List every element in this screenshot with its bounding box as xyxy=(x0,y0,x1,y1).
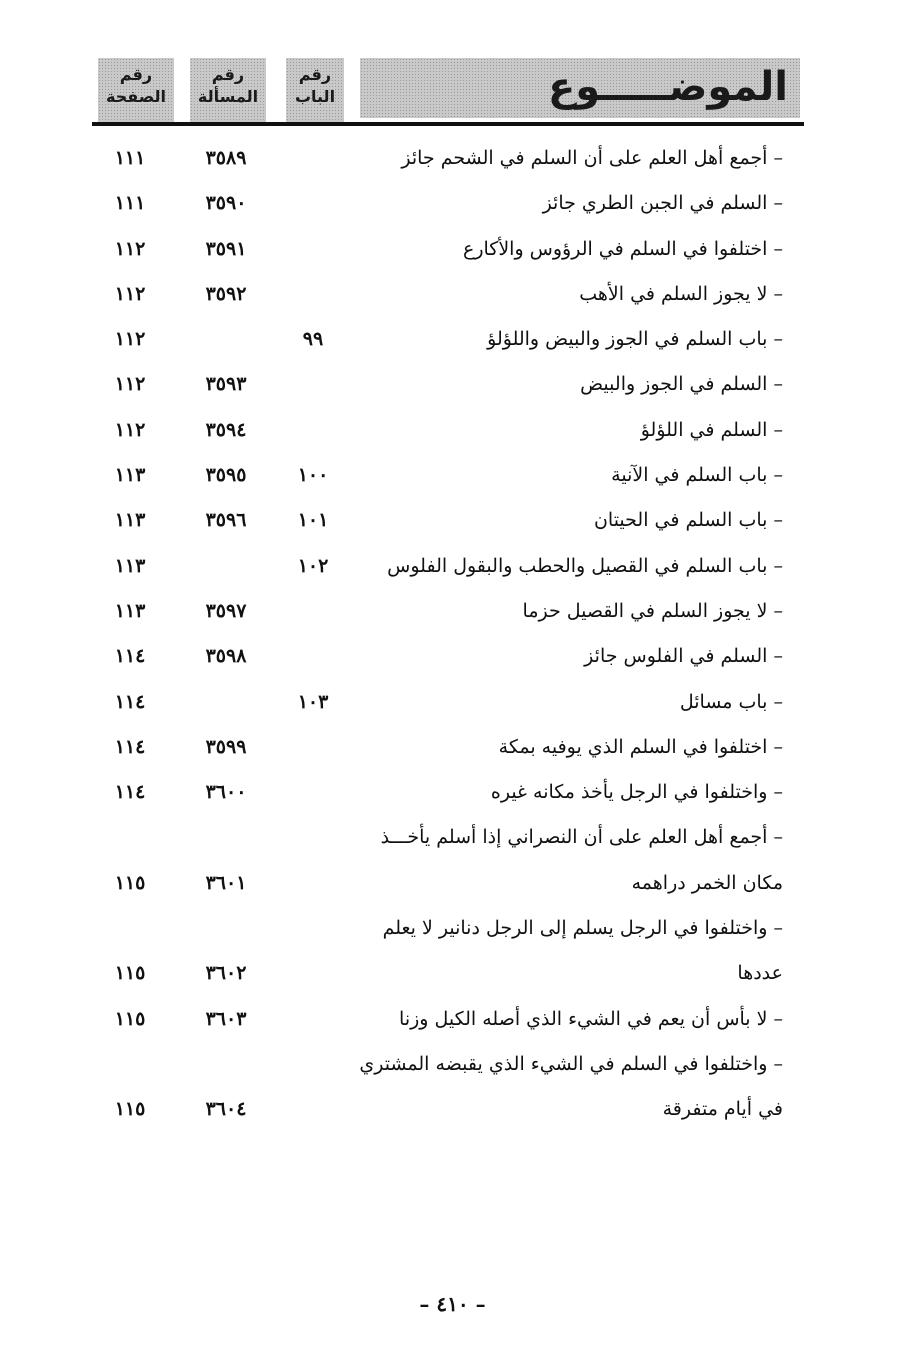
row-masala-number: ٣٦٠٣ xyxy=(205,1007,247,1030)
row-page-number: ١١٣ xyxy=(114,554,146,577)
row-masala-number: ٣٥٩٨ xyxy=(205,645,247,668)
row-page-number: ١١٤ xyxy=(114,690,146,713)
table-row xyxy=(0,817,905,862)
row-topic: – أجمع أهل العلم على أن النصراني إذا أسلم يأخـــذ xyxy=(380,826,783,849)
row-bab-number: ٩٩ xyxy=(302,328,324,351)
table-row xyxy=(0,1089,905,1134)
header-bab-number: رقم الباب xyxy=(286,58,344,124)
row-topic: – اختلفوا في السلم في الرؤوس والأكارع xyxy=(462,237,783,260)
row-masala-number: ٣٥٩٥ xyxy=(205,464,247,487)
table-row xyxy=(0,908,905,953)
row-masala-number: ٣٥٩٠ xyxy=(205,192,247,215)
row-page-number: ١١٢ xyxy=(114,373,146,396)
row-page-number: ١١٥ xyxy=(114,871,146,894)
table-row xyxy=(0,772,905,817)
table-row xyxy=(0,274,905,319)
table-row xyxy=(0,727,905,772)
row-topic: – باب مسائل xyxy=(679,690,783,713)
row-masala-number: ٣٥٩٢ xyxy=(205,282,247,305)
row-page-number: ١١٢ xyxy=(114,237,146,260)
header-masala-number: رقم المسألة xyxy=(190,58,266,124)
row-masala-number: ٣٦٠٢ xyxy=(205,962,247,985)
header-topic: الموضـــــوع xyxy=(360,58,800,118)
row-topic: – السلم في الفلوس جائز xyxy=(584,645,783,668)
row-masala-number: ٣٦٠٤ xyxy=(205,1098,247,1121)
row-masala-number: ٣٦٠١ xyxy=(205,871,247,894)
table-row xyxy=(0,1044,905,1089)
row-page-number: ١١١ xyxy=(114,147,146,169)
row-topic: – السلم في اللؤلؤ xyxy=(640,418,783,441)
table-row xyxy=(0,138,905,183)
table-row xyxy=(0,999,905,1044)
row-masala-number: ٣٥٩١ xyxy=(205,237,247,260)
row-bab-number: ١٠٣ xyxy=(297,690,329,713)
row-topic: – باب السلم في القصيل والحطب والبقول الفلوس xyxy=(387,554,783,577)
row-page-number: ١١٥ xyxy=(114,962,146,985)
row-topic: – لا بأس أن يعم في الشيء الذي أصله الكيل وزنا xyxy=(399,1007,783,1030)
row-topic: – أجمع أهل العلم على أن السلم في الشحم جائز xyxy=(401,147,783,169)
row-masala-number: ٣٥٨٩ xyxy=(205,147,247,169)
row-topic: – اختلفوا في السلم الذي يوفيه بمكة xyxy=(498,735,783,758)
row-masala-number: ٣٥٩٦ xyxy=(205,509,247,532)
row-topic: – باب السلم في الجوز والبيض واللؤلؤ xyxy=(487,328,783,351)
row-topic: مكان الخمر دراهمه xyxy=(631,871,783,894)
row-masala-number: ٣٦٠٠ xyxy=(205,781,247,804)
table-row xyxy=(0,183,905,228)
row-page-number: ١١٥ xyxy=(114,1007,146,1030)
table-row xyxy=(0,636,905,681)
row-page-number: ١١٤ xyxy=(114,645,146,668)
row-topic: في أيام متفرقة xyxy=(662,1098,783,1121)
table-row xyxy=(0,500,905,545)
row-topic: – واختلفوا في الرجل يأخذ مكانه غيره xyxy=(490,781,783,804)
row-topic: – باب السلم في الحيتان xyxy=(593,509,783,532)
row-page-number: ١١٤ xyxy=(114,735,146,758)
header-page-number: رقم الصفحة xyxy=(98,58,174,124)
table-row xyxy=(0,410,905,455)
row-topic: – لا يجوز السلم في الأهب xyxy=(579,282,783,305)
row-masala-number: ٣٥٩٤ xyxy=(205,418,247,441)
table-row xyxy=(0,229,905,274)
table-row xyxy=(0,455,905,500)
row-page-number: ١١٣ xyxy=(114,509,146,532)
table-row xyxy=(0,682,905,727)
row-page-number: ١١٢ xyxy=(114,282,146,305)
row-topic: – السلم في الجبن الطري جائز xyxy=(542,192,783,215)
table-row xyxy=(0,546,905,591)
row-page-number: ١١٢ xyxy=(114,328,146,351)
row-topic: عددها xyxy=(737,962,783,985)
row-masala-number: ٣٥٩٧ xyxy=(205,599,247,622)
row-masala-number: ٣٥٩٩ xyxy=(205,735,247,758)
row-page-number: ١١٥ xyxy=(114,1098,146,1121)
row-topic: – باب السلم في الآنية xyxy=(611,464,783,487)
row-page-number: ١١٣ xyxy=(114,599,146,622)
row-page-number: ١١١ xyxy=(114,192,146,215)
index-table xyxy=(0,138,905,1135)
row-topic: – لا يجوز السلم في القصيل حزما xyxy=(522,599,783,622)
row-bab-number: ١٠٠ xyxy=(297,464,329,487)
row-bab-number: ١٠١ xyxy=(297,509,329,532)
row-topic: – السلم في الجوز والبيض xyxy=(580,373,783,396)
table-header xyxy=(92,58,804,122)
header-divider xyxy=(92,122,804,126)
page-number-footer: – ٤١٠ – xyxy=(419,1292,486,1316)
table-row xyxy=(0,591,905,636)
table-row xyxy=(0,319,905,364)
row-topic: – واختلفوا في الرجل يسلم إلى الرجل دنانير لا يعلم xyxy=(382,917,783,940)
row-page-number: ١١٣ xyxy=(114,464,146,487)
table-row xyxy=(0,863,905,908)
row-page-number: ١١٢ xyxy=(114,418,146,441)
row-page-number: ١١٤ xyxy=(114,781,146,804)
table-row xyxy=(0,953,905,998)
row-bab-number: ١٠٢ xyxy=(297,554,329,577)
row-topic: – واختلفوا في السلم في الشيء الذي يقبضه المشتري xyxy=(359,1052,783,1075)
table-row xyxy=(0,364,905,409)
row-masala-number: ٣٥٩٣ xyxy=(205,373,247,396)
